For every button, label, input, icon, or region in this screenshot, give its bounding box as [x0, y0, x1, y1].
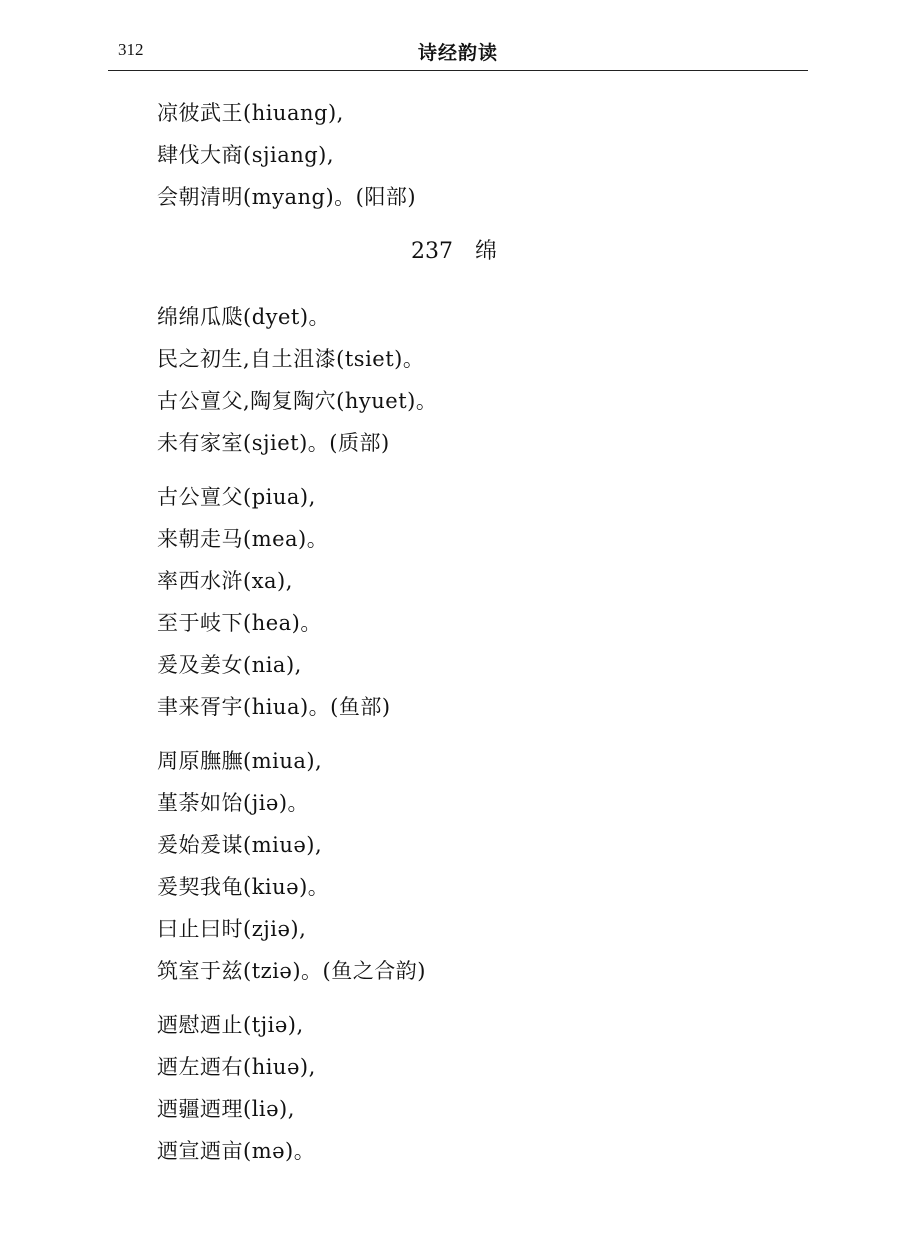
verse-line: 古公亶父,陶复陶穴(hyuet)。 [157, 389, 438, 413]
verse-line: 率西水浒(xa), [157, 569, 293, 593]
stanza-4 [157, 1004, 817, 1172]
verse-line: 爰及姜女(nia), [157, 653, 302, 677]
verse-line: 未有家室(sjiet)。(质部) [157, 431, 390, 455]
verse-line: 迺疆迺理(liə), [157, 1097, 295, 1121]
verse-line: 绵绵瓜瓞(dyet)。 [157, 305, 331, 329]
verse-line: 曰止曰时(zjiə), [157, 917, 307, 941]
verse-line: 迺左迺右(hiuə), [157, 1055, 316, 1079]
verse-line: 爰契我龟(kiuə)。 [157, 875, 330, 899]
verse-line: 迺宣迺亩(mə)。 [157, 1139, 316, 1163]
stanza-3 [157, 740, 817, 992]
verse-line: 迺慰迺止(tjiə), [157, 1013, 304, 1037]
verse-line: 凉彼武王(hiuang), [157, 101, 344, 125]
verse-line: 筑室于兹(tziə)。(鱼之合韵) [157, 959, 426, 983]
page-number: 312 [118, 40, 144, 59]
intro-stanza [157, 92, 817, 218]
page-body [157, 92, 817, 1172]
section-number: 237 [411, 239, 453, 264]
verse-line: 肆伐大商(sjiang), [157, 143, 335, 167]
page-header [108, 36, 808, 71]
section-heading [157, 222, 817, 282]
verse-line: 周原膴膴(miua), [157, 749, 323, 773]
verse-line: 堇荼如饴(jiə)。 [157, 791, 310, 815]
verse-line: 爰始爰谋(miuə), [157, 833, 323, 857]
stanza-2 [157, 476, 817, 728]
section-title: 绵 [475, 239, 498, 264]
running-title: 诗经韵读 [417, 42, 498, 64]
verse-line: 聿来胥宇(hiua)。(鱼部) [157, 695, 391, 719]
verse-line: 会朝清明(myang)。(阳部) [157, 185, 417, 209]
verse-line: 至于岐下(hea)。 [157, 611, 322, 635]
verse-line: 古公亶父(piua), [157, 485, 316, 509]
verse-line: 来朝走马(mea)。 [157, 527, 329, 551]
stanza-1 [157, 296, 817, 464]
verse-line: 民之初生,自土沮漆(tsiet)。 [157, 347, 425, 371]
